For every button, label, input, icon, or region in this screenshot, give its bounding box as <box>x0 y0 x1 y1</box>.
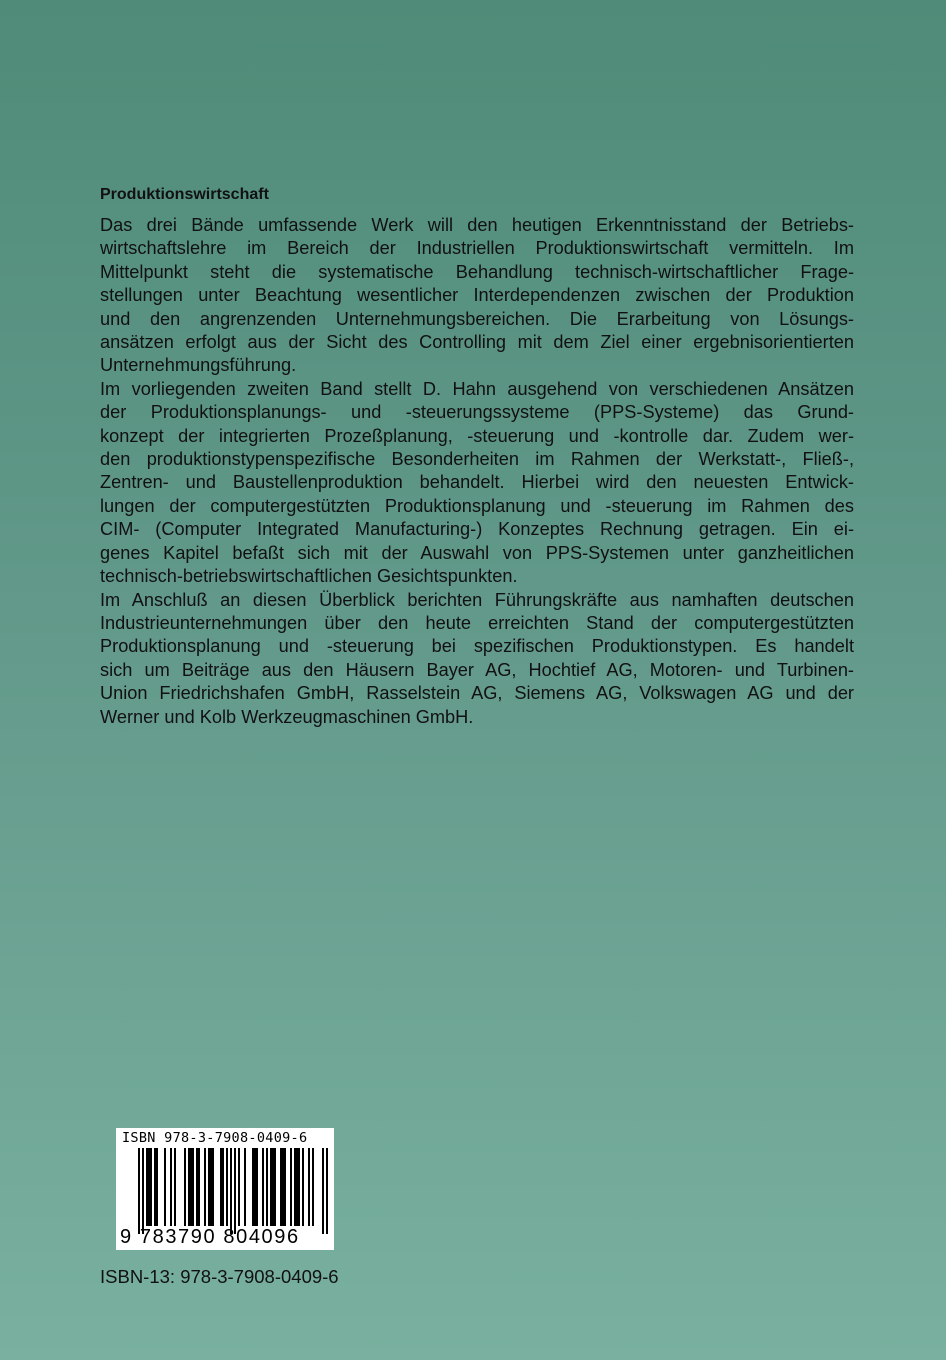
paragraph-line: Mittelpunkt steht die systematische Behandlung technisch-wirtschaftlicher Frage- <box>100 261 854 282</box>
barcode-bar <box>210 1148 212 1226</box>
paragraph-line: sich um Beiträge aus den Häusern Bayer AG, Hochtief AG, Motoren- und Turbinen- <box>100 659 854 680</box>
section-heading: Produktionswirtschaft <box>100 186 269 203</box>
barcode-bar <box>150 1148 152 1226</box>
barcode-bar <box>312 1148 314 1226</box>
barcode-bar <box>146 1148 148 1226</box>
paragraph-line: genes Kapitel befaßt sich mit der Auswahl von PPS-Systemen unter ganzheitlichen <box>100 542 854 563</box>
paragraph-line: Unternehmungsführung. <box>100 355 297 376</box>
barcode-bar <box>266 1148 268 1226</box>
paragraph-line: konzept der integrierten Prozeßplanung, -steuerung und -kontrolle dar. Zudem wer- <box>100 425 854 446</box>
barcode-bar <box>184 1148 186 1226</box>
barcode-bar <box>148 1148 150 1226</box>
barcode-digits: 9 783790 804096 <box>120 1226 300 1248</box>
isbn-barcode <box>116 1128 334 1250</box>
barcode-bar <box>156 1148 158 1226</box>
barcode-bar <box>226 1148 228 1226</box>
barcode-bar <box>256 1148 258 1226</box>
barcode-bar <box>238 1148 240 1226</box>
barcode-bar <box>142 1148 144 1234</box>
barcode-bar <box>274 1148 276 1226</box>
barcode-bar <box>282 1148 284 1226</box>
barcode-bar <box>192 1148 194 1226</box>
paragraph-line: ansätzen erfolgt aus der Sicht des Controlling mit dem Ziel einer ergebnisorientierten <box>100 332 854 353</box>
paragraph-line: den produktionstypenspezifische Besonderheiten im Rahmen der Werkstatt-, Fließ-, <box>100 449 854 470</box>
barcode-bar <box>298 1148 300 1226</box>
barcode-bar <box>326 1148 328 1234</box>
barcode-bar <box>230 1148 232 1234</box>
barcode-bar <box>272 1148 274 1226</box>
barcode-bar <box>170 1148 172 1226</box>
barcode-bar <box>154 1148 156 1226</box>
barcode-bar <box>208 1148 210 1226</box>
barcode-bar <box>294 1148 296 1226</box>
paragraph <box>100 214 854 378</box>
barcode-bar <box>322 1148 324 1234</box>
barcode-bar <box>220 1148 222 1226</box>
barcode-bar <box>234 1148 236 1234</box>
barcode-bar <box>138 1148 140 1234</box>
paragraph <box>100 589 854 729</box>
barcode-isbn-label: ISBN 978-3-7908-0409-6 <box>122 1130 308 1146</box>
barcode-bar <box>270 1148 272 1226</box>
paragraph-line: Das drei Bände umfassende Werk will den heutigen Erkenntnisstand der Betriebs- <box>100 215 854 235</box>
barcode-bar <box>198 1148 200 1226</box>
paragraph-line: stellungen unter Beachtung wesentlicher Interdependenzen zwischen der Produktion <box>100 285 854 306</box>
isbn-13-line: ISBN-13: 978-3-7908-0409-6 <box>100 1266 339 1287</box>
description-body <box>100 214 854 729</box>
paragraph-line: Werner und Kolb Werkzeugmaschinen GmbH. <box>100 706 474 727</box>
paragraph-line: Produktionsplanung und -steuerung bei spezifischen Produktionstypen. Es handelt <box>100 636 854 657</box>
paragraph-line: wirtschaftslehre im Bereich der Industriellen Produktionswirtschaft vermitteln. Im <box>100 238 854 259</box>
barcode-bar <box>290 1148 292 1226</box>
barcode-bar <box>252 1148 254 1226</box>
paragraph-line: Im vorliegenden zweiten Band stellt D. Hahn ausgehend von verschiedenen Ansätzen <box>100 378 854 399</box>
barcode-bar <box>222 1148 224 1226</box>
barcode-bar <box>196 1148 198 1226</box>
barcode-bar <box>284 1148 286 1226</box>
barcode-bar <box>296 1148 298 1226</box>
barcode-bar <box>204 1148 206 1226</box>
paragraph-line: CIM- (Computer Integrated Manufacturing-) Konzeptes Rechnung getragen. Ein ei- <box>100 519 854 540</box>
barcode-bar <box>302 1148 304 1226</box>
barcode-bar <box>174 1148 176 1226</box>
back-cover-text <box>100 184 854 729</box>
paragraph-line: Union Friedrichshafen GmbH, Rasselstein AG, Siemens AG, Volkswagen AG und der <box>100 683 854 704</box>
paragraph-line: technisch-betriebswirtschaftlichen Gesichtspunkten. <box>100 566 518 587</box>
paragraph-line: der Produktionsplanungs- und -steuerungssysteme (PPS-Systeme) das Grund- <box>100 402 854 423</box>
barcode-bar <box>262 1148 264 1226</box>
paragraph-line: und den angrenzenden Unternehmungsbereichen. Die Erarbeitung von Lösungs- <box>100 308 854 329</box>
barcode-bar <box>254 1148 256 1226</box>
paragraph-line: lungen der computergestützten Produktionsplanung und -steuerung im Rahmen des <box>100 495 854 516</box>
paragraph-line: Im Anschluß an diesen Überblick berichten Führungskräfte aus namhaften deutschen <box>100 589 854 610</box>
barcode-bar <box>190 1148 192 1226</box>
barcode-bar <box>212 1148 214 1226</box>
barcode-bar <box>244 1148 246 1226</box>
paragraph <box>100 378 854 589</box>
barcode-bar <box>280 1148 282 1226</box>
barcode-bar <box>164 1148 166 1226</box>
paragraph-line: Zentren- und Baustellenproduktion behandelt. Hierbei wird den neuesten Entwick- <box>100 472 854 493</box>
barcode-bar <box>308 1148 310 1226</box>
paragraph-line: Industrieunternehmungen über den heute erreichten Stand der computergestützten <box>100 612 854 633</box>
barcode-bar <box>188 1148 190 1226</box>
